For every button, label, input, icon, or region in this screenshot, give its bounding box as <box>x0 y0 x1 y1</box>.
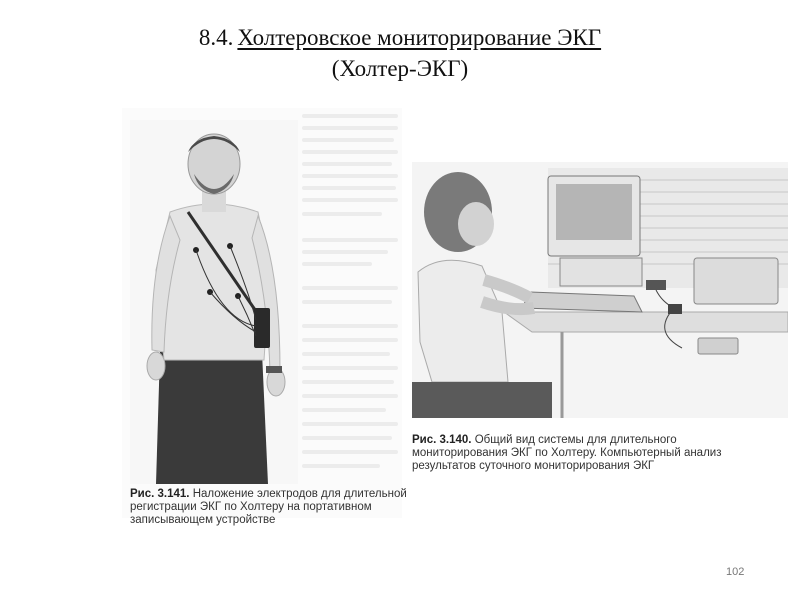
figure-label: Рис. 3.141. <box>130 488 190 500</box>
figure-caption-text: Общий вид системы для длительного мониторирования ЭКГ по Холтеру. Компьютерный анализ результатов суточного мониторирования ЭКГ <box>412 434 722 472</box>
patient-electrodes-photo <box>130 120 298 484</box>
figure-caption-right <box>412 434 772 473</box>
figure-caption-left <box>130 488 410 527</box>
figure-label: Рис. 3.140. <box>412 434 472 446</box>
title-number: 8.4. <box>198 25 234 50</box>
figure-caption-text: Наложение электродов для длительной регистрации ЭКГ по Холтеру на портативном записывающем устройстве <box>130 488 407 526</box>
subtitle: (Холтер-ЭКГ) <box>331 56 469 81</box>
scanned-book-page <box>122 108 790 532</box>
slide-title <box>0 22 800 84</box>
holter-workstation-photo <box>412 162 788 418</box>
page-number: 102 <box>726 566 745 578</box>
title-text: Холтеровское мониторирование ЭКГ <box>237 25 602 50</box>
